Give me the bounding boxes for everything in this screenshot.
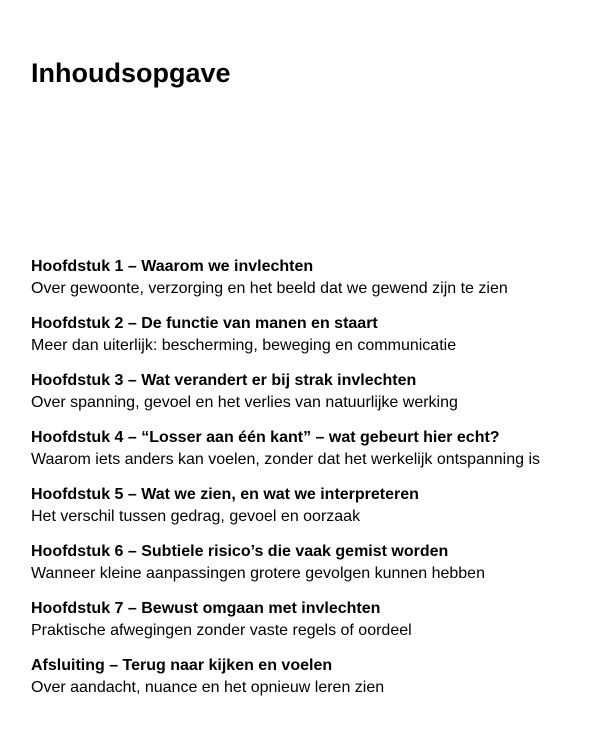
toc-entry-title: Hoofdstuk 5 – Wat we zien, en wat we interpreteren bbox=[31, 486, 419, 503]
toc-entry-chapter-3 bbox=[31, 370, 591, 427]
toc-entry-description: Over aandacht, nuance en het opnieuw leren zien bbox=[31, 679, 385, 696]
toc-entry-title: Hoofdstuk 1 – Waarom we invlechten bbox=[31, 258, 314, 275]
toc-entry-title: Afsluiting – Terug naar kijken en voelen bbox=[31, 657, 333, 674]
toc-entry-chapter-7 bbox=[31, 598, 591, 655]
toc-entry-title: Hoofdstuk 4 – “Losser aan één kant” – wat gebeurt hier echt? bbox=[31, 429, 500, 446]
toc-entry-description: Wanneer kleine aanpassingen grotere gevolgen kunnen hebben bbox=[31, 565, 485, 582]
toc-entry-title: Hoofdstuk 3 – Wat verandert er bij strak invlechten bbox=[31, 372, 417, 389]
toc-entry-chapter-4 bbox=[31, 427, 591, 484]
table-of-contents bbox=[31, 256, 591, 712]
toc-entry-description: Meer dan uiterlijk: bescherming, beweging en communicatie bbox=[31, 337, 457, 354]
toc-entry-chapter-6 bbox=[31, 541, 591, 598]
toc-entry-description: Over spanning, gevoel en het verlies van natuurlijke werking bbox=[31, 394, 458, 411]
toc-entry-description: Het verschil tussen gedrag, gevoel en oorzaak bbox=[31, 508, 361, 525]
toc-entry-description: Praktische afwegingen zonder vaste regels of oordeel bbox=[31, 622, 412, 639]
toc-entry-chapter-2 bbox=[31, 313, 591, 370]
toc-entry-closing bbox=[31, 655, 591, 712]
toc-entry-title: Hoofdstuk 7 – Bewust omgaan met invlechten bbox=[31, 600, 381, 617]
toc-entry-chapter-5 bbox=[31, 484, 591, 541]
page-title: Inhoudsopgave bbox=[31, 58, 231, 88]
toc-entry-description: Over gewoonte, verzorging en het beeld dat we gewend zijn te zien bbox=[31, 280, 508, 297]
toc-entry-chapter-1 bbox=[31, 256, 591, 313]
toc-entry-title: Hoofdstuk 6 – Subtiele risico’s die vaak gemist worden bbox=[31, 543, 449, 560]
toc-entry-title: Hoofdstuk 2 – De functie van manen en staart bbox=[31, 315, 378, 332]
toc-entry-description: Waarom iets anders kan voelen, zonder dat het werkelijk ontspanning is bbox=[31, 451, 541, 468]
